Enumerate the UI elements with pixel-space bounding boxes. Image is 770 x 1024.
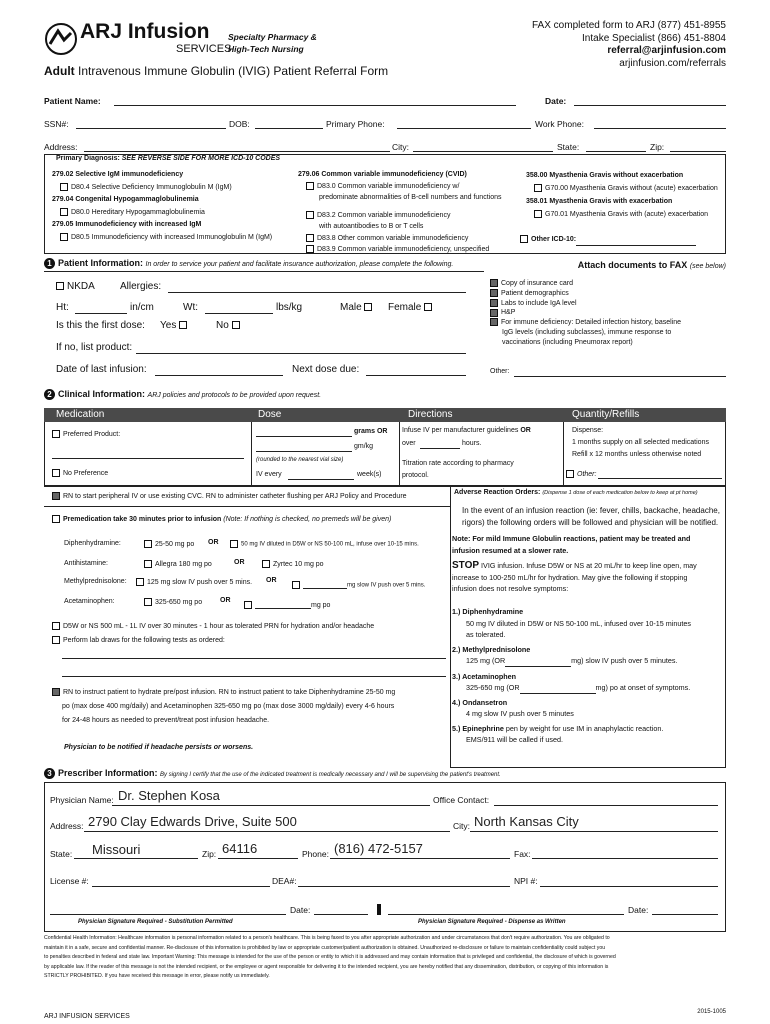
dob-label: DOB: (229, 119, 250, 129)
state-label: State: (557, 142, 580, 152)
grams-field[interactable] (256, 436, 352, 437)
directions-1: Infuse IV per manufacturer guidelines OR (402, 427, 531, 434)
dea-field[interactable] (298, 886, 510, 887)
adverse-body: In the event of an infusion reaction (ie: fever, chills, backache, headache, rigors) the following orders will be followed and physician will be notified. (462, 506, 720, 527)
dx-d83-2-detail: with autoantibodies to B or T cells (319, 223, 424, 230)
dx-358-01: 358.01 Myasthenia Gravis with exacerbation (526, 198, 673, 205)
diph-label: Diphenhydramine: (64, 540, 121, 547)
titration-1: Titration rate according to pharmacy (402, 460, 514, 467)
gmkg-field[interactable] (256, 451, 352, 452)
dx-d80-4[interactable]: D80.4 Selective Deficiency Immunoglobulin M (IgM) (52, 182, 272, 195)
doc-demographics[interactable]: Patient demographics (490, 289, 681, 299)
acet-label: Acetaminophen: (64, 598, 115, 605)
methyl-or: OR (266, 577, 277, 584)
section-1-note: In order to service your patient and facilitate insurance authorization, please complete the following. (145, 261, 454, 268)
height-field[interactable] (75, 313, 127, 314)
section-3-number: 3 (44, 768, 55, 779)
d5w-checkbox[interactable]: D5W or NS 500 mL - 1L IV over 30 minutes - 1 hour as tolerated PRN for hydration and/or headache (52, 622, 374, 630)
contact-block (532, 20, 726, 70)
rounded-note: (rounded to the nearest vial size) (256, 457, 344, 463)
qty-1: 1 months supply on all selected medications (572, 439, 709, 446)
zyrtec-checkbox[interactable]: Zyrtec 10 mg po (262, 560, 324, 568)
work-phone-field[interactable] (594, 128, 726, 129)
methyl-125-checkbox[interactable]: 125 mg slow IV push over 5 mins. (136, 578, 252, 586)
signature-divider (377, 904, 381, 915)
web-link[interactable]: arjinfusion.com/referrals (619, 57, 726, 69)
prior-product-field[interactable] (136, 353, 466, 354)
doc-hp[interactable]: H&P (490, 308, 681, 318)
preferred-product-field[interactable] (52, 458, 244, 459)
zip-label: Zip: (650, 142, 665, 152)
weight-label: Wt: (183, 302, 198, 313)
lab-draws-field-2[interactable] (62, 676, 446, 677)
next-dose-field[interactable] (366, 375, 466, 376)
prescriber-state-label: State: (50, 849, 73, 859)
email-link[interactable]: referral@arjinfusion.com (607, 45, 726, 56)
anti-or: OR (234, 559, 245, 566)
section-3-note: By signing I certify that the use of the indicated treatment is medically necessary and I will be supervising the patient's treatment. (160, 772, 501, 778)
diph-or: OR (208, 539, 219, 546)
sig2-date-field[interactable] (652, 914, 718, 915)
premed-checkbox[interactable]: Premedication take 30 minutes prior to infusion (Note: If nothing is checked, no premeds will be given) (52, 515, 391, 523)
titration-2: protocol. (402, 472, 429, 479)
ssn-field[interactable] (76, 128, 226, 129)
allergies-label: Allergies: (120, 281, 162, 292)
patient-name-label: Patient Name: (44, 96, 101, 106)
sig2-date-label: Date: (628, 905, 649, 915)
city-field[interactable] (413, 151, 553, 152)
over-label: over (402, 440, 416, 447)
primary-phone-label: Primary Phone: (326, 119, 385, 129)
col-quantity: Quantity/Refills (572, 409, 640, 420)
sig1-caption: Physician Signature Required - Substitution Permitted (78, 919, 233, 925)
iv-every-label: IV every (256, 471, 282, 478)
attach-heading: Attach documents to FAX (see below) (577, 260, 726, 270)
logo-text: ARJ Infusion (80, 20, 210, 43)
office-contact-label: Office Contact: (433, 795, 490, 805)
section-2-heading: 2 Clinical Information: ARJ policies and protocols to be provided upon request. (44, 389, 321, 400)
weight-unit: lbs/kg (276, 302, 303, 313)
last-infusion-label: Date of last infusion: (56, 364, 147, 375)
prescriber-city-label: City: (453, 821, 470, 831)
nkda-checkbox[interactable]: NKDA (56, 281, 95, 292)
dx-d83-0-detail: predominate abnormalities of B-cell numbers and functions (319, 194, 502, 201)
col-dose: Dose (258, 409, 282, 420)
footer-code: 2015-1005 (697, 1009, 726, 1015)
dx-d80-0[interactable]: D80.0 Hereditary Hypogammaglobulinemia (52, 207, 272, 220)
dx-279-06: 279.06 Common variable immunodeficiency (CVID) (298, 171, 467, 178)
acet-oral-checkbox[interactable]: 325-650 mg po (144, 598, 202, 606)
patient-name-field[interactable] (114, 105, 516, 106)
dob-field[interactable] (255, 128, 323, 129)
prior-product-label: If no, list product: (56, 342, 133, 353)
dx-279-04: 279.04 Congenital Hypogammaglobulinemia (52, 196, 199, 203)
first-dose-no[interactable]: No (216, 320, 243, 331)
city-label: City: (392, 142, 409, 152)
npi-field[interactable] (540, 886, 718, 887)
rn-cvc-checkbox[interactable]: RN to start peripheral IV or use existing CVC. RN to administer catheter flushing per ARJ Policy and Procedure (52, 492, 407, 500)
prescriber-fax-field[interactable] (532, 858, 718, 859)
state-field[interactable] (586, 151, 646, 152)
section-2-number: 2 (44, 389, 55, 400)
physician-name-field[interactable]: Dr. Stephen Kosa (118, 788, 220, 803)
stop-instructions: STOP IVIG infusion. Infuse D5W or NS at 20 mL/hr to keep line open, may increase to 100-250 mL/hr for hydration. May give the following if stopping infusion does not resolve symptoms: (452, 560, 697, 593)
clinical-table-header (44, 408, 726, 422)
dx-d80-5[interactable]: D80.5 Immunodeficiency with increased Immunoglobulin M (IgM) (52, 232, 272, 245)
female-checkbox[interactable]: Female (388, 302, 435, 313)
address-label: Address: (44, 142, 78, 152)
doc-insurance[interactable]: Copy of insurance card (490, 279, 681, 289)
logo-sub: SERVICES (176, 43, 232, 55)
adverse-note: Note: For mild Immune Globulin reactions, patient may be treated and infusion resumed at a slower rate. (452, 534, 691, 555)
preferred-product-checkbox[interactable]: Preferred Product: (52, 430, 120, 438)
signature-substitution-field[interactable] (50, 914, 286, 915)
prescriber-phone-label: Phone: (302, 849, 329, 859)
tagline-2: High-Tech Nursing (228, 44, 304, 54)
diph-iv-checkbox[interactable]: 50 mg IV diluted in D5W or NS 50-100 mL, infuse over 10-15 mins. (230, 540, 419, 548)
dx-g70-01[interactable]: G70.01 Myasthenia Gravis with (acute) exacerbation (520, 208, 718, 221)
form-title-bold: Adult (44, 64, 75, 78)
diph-oral-checkbox[interactable]: 25-50 mg po (144, 540, 194, 548)
adverse-heading: Adverse Reaction Orders: (Dispense 1 dose of each medication below to keep at pt home) (454, 489, 698, 496)
diagnosis-heading: Primary Diagnosis: SEE REVERSE SIDE FOR MORE ICD-10 CODES (56, 155, 281, 162)
notify-note: Physician to be notified if headache persists or worsens. (64, 744, 254, 751)
lab-draws-checkbox[interactable]: Perform lab draws for the following tests as ordered: (52, 636, 225, 644)
first-dose-label: Is this the first dose: (56, 320, 145, 331)
confidentiality-notice: Confidential Health Information: Healthcare information is personal information related to a person's healthcare. This is being faxed to you after appropriate authorization and under circumstances that don't require authorization. You are obligated to maintain it in a safe, secure and confidential manner. Re-disclosure of this information is prohibited by law or appropriate customer/patient authorization is obtained. Unauthorized re-disclosure or failure to maintain confidentiality could subject you to penalties described in federal and state law. Important Warning: This message is intended for the use of the person or entity to which it is addressed and may contain information that is privileged and confidential, the disclosure of which is governed by applicable law. If the reader of this message is not the intended recipient, or the employee or agent responsible for delivering it to the intended recipient, you are hereby notified that any dissemination, distribution, or copying of this information is STRICTLY PROHIBITED. If you have received this message in error, please notify us immediately. (44, 935, 616, 979)
section-2-note: ARJ policies and protocols to be provided upon request. (147, 392, 322, 399)
diagnosis-col-3 (520, 169, 718, 246)
height-label: Ht: (56, 302, 69, 313)
lab-draws-field-1[interactable] (62, 658, 446, 659)
dispense-label: Dispense: (572, 427, 604, 434)
no-preference-checkbox[interactable]: No Preference (52, 469, 108, 477)
allergies-field[interactable] (168, 292, 466, 293)
acet-or: OR (220, 597, 231, 604)
col-directions: Directions (408, 409, 453, 420)
fax-line: FAX completed form to ARJ (877) 451-8955 (532, 20, 726, 31)
qty-other-field[interactable] (598, 478, 722, 479)
prescriber-address-label: Address: (50, 821, 84, 831)
npi-label: NPI #: (514, 876, 538, 886)
doc-immune[interactable]: For immune deficiency: Detailed infection history, baseline (490, 318, 681, 328)
arj-logo-icon (44, 22, 78, 56)
footer-company: ARJ INFUSION SERVICES (44, 1013, 130, 1020)
dx-d83-9[interactable]: D83.9 Common variable immunodeficiency, unspecified (298, 244, 502, 256)
primary-phone-field[interactable] (397, 128, 531, 129)
date-field[interactable] (574, 105, 726, 106)
next-dose-label: Next dose due: (292, 364, 360, 375)
reaction-meds: 1.) Diphenhydramine 50 mg IV diluted in D5W or NS 50-100 mL, infused over 10-15 minutes as tolerated. 2.) Methylprednisolone 125 mg (OR mg) slow IV push over 5 minutes. 3.) Acetaminophen 325-650 mg (OR mg) po at onset of symptoms. 4.) Ondansetron 4 mg slow IV push over 5 minutes 5.) Epinephrine pen by weight for use IM in anaphylactic reaction. EMS/911 will be called if used. (452, 607, 691, 744)
form-title-text: Intravenous Immune Globulin (IVIG) Patient Referral Form (78, 64, 389, 78)
logo (44, 20, 234, 60)
doc-labs[interactable]: Labs to include IgA level (490, 299, 681, 309)
prescriber-city-field[interactable]: North Kansas City (474, 814, 579, 829)
prescriber-address-field[interactable]: 2790 Clay Edwards Drive, Suite 500 (88, 814, 297, 829)
methyl-label: Methylprednisolone: (64, 578, 127, 585)
dx-279-05: 279.05 Immunodeficiency with increased IgM (52, 221, 202, 228)
hours-label: hours. (462, 440, 482, 447)
weight-field[interactable] (205, 313, 273, 314)
ssn-label: SSN#: (44, 119, 69, 129)
methyl-custom-checkbox[interactable]: mg slow IV push over 5 mins. (292, 578, 425, 589)
diagnosis-col-1 (52, 169, 272, 244)
zip-field[interactable] (670, 151, 726, 152)
doc-other-field[interactable] (514, 376, 726, 377)
date-label: Date: (545, 96, 567, 106)
doc-immune-3: vaccinations (including Pneumorax report) (502, 338, 633, 346)
allegra-checkbox[interactable]: Allegra 180 mg po (144, 560, 212, 568)
section-1-number: 1 (44, 258, 55, 269)
section-1-heading: 1 Patient Information: In order to service your patient and facilitate insurance authorization, please complete the following. (44, 258, 453, 269)
doc-other-label: Other: (490, 368, 510, 375)
license-field[interactable] (92, 886, 270, 887)
first-dose-yes[interactable]: Yes (160, 320, 190, 331)
qty-2: Refill x 12 months unless otherwise noted (572, 451, 702, 458)
address-field[interactable] (84, 151, 390, 152)
gmkg-label: gm/kg (354, 443, 374, 450)
intake-line: Intake Specialist (866) 451-8804 (582, 32, 726, 44)
dx-279-02: 279.02 Selective IgM immunodeficiency (52, 171, 184, 178)
attach-docs-list (490, 279, 681, 348)
weeks-label: week(s) (357, 471, 382, 478)
qty-other-checkbox[interactable]: Other: (566, 470, 596, 478)
dx-d83-0[interactable]: D83.0 Common variable immunodeficiency w/ (298, 181, 502, 193)
over-hours-field[interactable] (420, 448, 460, 449)
prescriber-phone-field[interactable]: (816) 472-5157 (334, 841, 423, 856)
prescriber-fax-label: Fax: (514, 849, 531, 859)
grams-or-label: grams OR (354, 428, 388, 435)
dx-g70-00[interactable]: G70.00 Myasthenia Gravis without (acute) exacerbation (520, 182, 718, 195)
prescriber-state-field[interactable]: Missouri (92, 842, 141, 857)
office-contact-field[interactable] (494, 805, 718, 806)
male-checkbox[interactable]: Male (340, 302, 375, 313)
sig2-caption: Physician Signature Required - Dispense as Written (418, 919, 566, 925)
work-phone-label: Work Phone: (535, 119, 584, 129)
dx-other[interactable]: Other ICD-10: (520, 233, 718, 246)
iv-every-field[interactable] (288, 479, 354, 480)
license-label: License #: (50, 876, 89, 886)
dx-358-00: 358.00 Myasthenia Gravis without exacerbation (526, 172, 684, 179)
sig1-date-label: Date: (290, 905, 311, 915)
section-3-heading: 3 Prescriber Information: By signing I certify that the use of the indicated treatment is medically necessary and I will be supervising the patient's treatment. (44, 768, 501, 779)
prescriber-zip-field[interactable]: 64116 (222, 841, 258, 856)
signature-daw-field[interactable] (388, 914, 624, 915)
last-infusion-field[interactable] (155, 375, 283, 376)
prescriber-zip-label: Zip: (202, 849, 217, 859)
sig1-date-field[interactable] (314, 914, 368, 915)
rn-hydrate-checkbox[interactable]: RN to instruct patient to hydrate pre/post infusion. RN to instruct patient to take Diphenhydramine 25-50 mg po (max dose 400 mg/daily) and Acetaminophen 325-650 mg po (max dose 3000 mg/daily) every 4-6 hours for 24-48 hours as needed to prevent/treat post infusion headache. (52, 686, 395, 728)
col-medication: Medication (56, 409, 105, 420)
acet-custom-checkbox[interactable]: mg po (244, 598, 330, 609)
anti-label: Antihistamine: (64, 560, 108, 567)
height-unit: in/cm (130, 302, 154, 313)
dx-d83-8[interactable]: D83.8 Other common variable immunodeficiency (298, 233, 502, 245)
tagline-1: Specialty Pharmacy & (228, 32, 317, 42)
form-title (44, 64, 388, 78)
physician-name-label: Physician Name: (50, 795, 114, 805)
diagnosis-col-2 (298, 169, 502, 256)
doc-immune-2: IgG levels (including subclasses), immune response to (502, 328, 672, 336)
dx-d83-2[interactable]: D83.2 Common variable immunodeficiency (298, 210, 502, 222)
dea-label: DEA#: (272, 876, 297, 886)
